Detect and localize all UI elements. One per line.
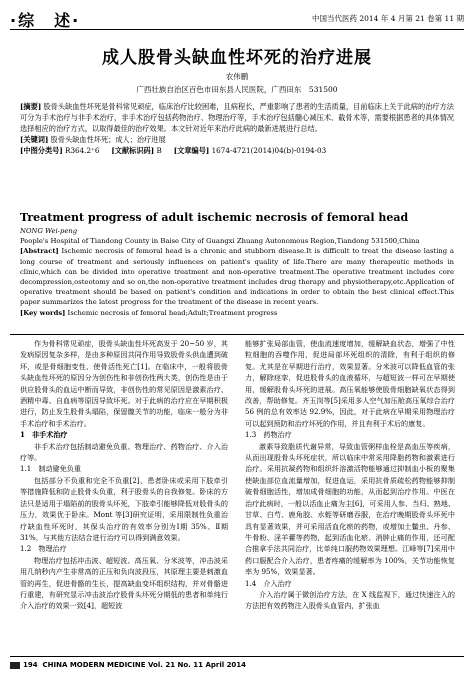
classification-line — [20, 145, 454, 156]
doc-code-label: [文献标识码] — [111, 146, 155, 155]
abstract-en — [20, 246, 454, 307]
footer-journal: CHINA MODERN MEDICINE Vol. 21 No. 11 April 2014 — [42, 661, 247, 669]
clc-label: [中图分类号] — [20, 146, 63, 155]
body-paragraph: 物理治疗包括冲击波、超短波、高压氧、分米波等，冲击波采用几纳秒内产生非常高的正压和负向波段压，其原理主要是刺激血管的再生，促进骨骼的生长，提高缺血变坏组织结构，并对骨骼进行重建，有研究显示冲击波治疗股骨头坏死分期低的患者和单纯行介入治疗的效果一致[4]，超短波 — [20, 555, 228, 611]
body-left-column — [20, 338, 228, 612]
footer — [10, 661, 246, 669]
journal-logo-icon — [10, 662, 20, 669]
body-paragraph: 作为骨科常见顽症，股骨头缺血性坏死高发于 20~50 岁，其发病原因复杂多样，是由多种原因共同作用导致股骨头供血遭到破坏，或是骨细胞变性、使骨活性死亡[1]。在临床中，一般将股骨头缺血性坏死的原因分为创伤性和非创伤性两大类，创伤性是由于供应股骨头的血运中断而导致，非创伤性的常见原因是激素治疗、酒精中毒、自血病等原因导致坏死。对于此病的治疗应在早期积极进行，防止发生股骨头塌陷，保留髋关节的功能，临床一般分为非手术治疗和手术治疗。 — [20, 339, 228, 428]
author-en: NONG Wei-peng — [20, 227, 78, 235]
keywords-en-text: Ischemic necrosis of femoral head;Adult;Treatment progress — [67, 308, 278, 317]
abstract-rule — [10, 334, 464, 335]
article-title-en: Treatment progress of adult ischemic necrosis of femoral head — [20, 211, 409, 224]
keywords-en — [20, 308, 454, 318]
article-title-cn: 成人股骨头缺血性坏死的治疗进展 — [102, 48, 372, 68]
body-paragraph: 介入治疗属于微创治疗方法，在 X 线监视下，通过快速注入的方法把有效药物注入股骨头血管内，扩张血 — [245, 589, 455, 611]
section-label: ·综 述· — [10, 11, 81, 30]
body-paragraph: 非手术治疗包括制动避免负重、物理治疗、药物治疗、介入治疗等。 — [20, 441, 228, 463]
page-number: 194 — [23, 661, 38, 669]
abstract-en-block — [20, 226, 454, 318]
doc-code-value: B — [156, 146, 162, 155]
body-paragraph: 包括部分不负重和完全不负重[2]，患者卧床或采用下肢牵引等措施降低和防止股骨头负重，利于股骨头的自我修复。卧床的方法只是适用于塌陷前的股骨头坏死，下肢牵引能够降低对股骨头的压力，效果优于卧床。Mont 等[3]研究证明，采用限制性负重治疗缺血性坏死时，其保头治疗的有效率分别为Ⅰ期 35%、Ⅱ期 31%，与其他方法结合进行治疗可以得到满意效果。 — [20, 475, 228, 542]
header-rule — [10, 29, 464, 30]
article-id-value: 1674-4721(2014)04(b)-0194-03 — [211, 146, 327, 155]
keywords-cn-label: [关键词] — [20, 135, 49, 144]
abstract-cn — [20, 101, 454, 134]
keywords-cn — [20, 134, 454, 145]
author-cn: 农伟鹏 — [225, 72, 249, 81]
keywords-en-label: [Key words] — [20, 308, 66, 317]
subsection-heading: 1.2 物理治疗 — [20, 544, 67, 554]
section-heading: 1 非手术治疗 — [20, 430, 68, 440]
keywords-cn-text: 股骨头缺血性坏死；成人；治疗进展 — [50, 135, 166, 144]
body-right-column — [245, 338, 455, 612]
affiliation-en: People's Hospital of Tiandong County in Baise City of Guangxi Zhuang Autonomous Region,Tiandong 531500,China — [20, 237, 420, 246]
journal-header-line: 中国当代医药 2014 年 4 月第 21 卷第 11 期 — [311, 14, 464, 23]
body-paragraph: 激素导致脂质代谢异常，导致血管粥样血栓是高血压等疾病，从而出现股骨头坏死症状，所以临床中常采用降脂药物和激素进行治疗。采用抗凝药物和组织纤溶激活物能够通过抑制血小板的聚集使缺血部位血流量增加，促进血运，采用抗骨质疏松药物能够抑制破骨细胞活性，增加成骨细胞的功能，从而起到治疗作用。中医在治疗此病时，一般以活血止痛为主[6]，可采用人参、当归、熟地、甘草、白芍、鹿角胶、水蛭等研磨吞服，在治疗晚期股骨头坏死中具有显著效果，并可采用活血化瘀的药物，或增加土鳖虫、丹参、牛骨粉、淫羊藿等药物，起到活血化瘀、消肿止痛的作用，还可配合推拿手法共同治疗，比单纯口服药物效果理想。江峰等[7]采用中药口服配合介入治疗，患者疼痛的缓解率为 100%，关节功能恢复率为 95%，效果显著。 — [245, 441, 455, 577]
abstract-cn-block — [20, 101, 454, 156]
clc-value: R364.2⁺6 — [65, 146, 100, 155]
affiliation-cn: 广西壮族自治区百色市田东县人民医院，广西田东 531500 — [136, 85, 338, 94]
subsection-heading: 1.1 制动避免负重 — [20, 464, 81, 474]
abstract-cn-label: [摘要] — [20, 102, 42, 111]
subsection-heading: 1.4 介入治疗 — [245, 578, 292, 588]
abstract-en-label: [Abstract] — [20, 247, 59, 256]
subsection-heading: 1.3 药物治疗 — [245, 430, 292, 440]
footer-rule — [10, 656, 464, 657]
abstract-en-text: Ischemic necrosis of femoral head is a chronic and stubborn disease.It is difficult to treat the disease lasting a long course of treatment and seriously influences on patient's quality of life.There are many therapeutic methods in clinic,which can be divided into operative treatment and non-operative treatment.The operative treatment includes core decompression,osteotomy and so on,the non-operative treatment includes drug therapy and physiotherapy,etc.Application of operative treatment should be based on patient's condition and indications in order to obtain the best clinical effect.This paper summarizes the latest progress for the treatment of the disease in recent years. — [20, 247, 454, 307]
body-paragraph: 能够扩张局部血管，使血流速度增加，缓解缺血状态，增强了中性粒细胞的吞噬作用，促进局部坏死组织的清除，有利于组织的修复。尤其是在早期进行治疗，效果显著。分米波可以降低血管的张力，解除痉挛，促进股骨头的血液循环，与超短波一样可在早期使用，缓解股骨头坏死的进展。高压氧能够使股骨细胞缺氧状态得到改善，帮助修复。齐玉岗等[5]采用多人空气加压舱高压氧综合治疗 56 例的总有效率达 92.9%，因此，对于此病在早期采用物理治疗可以起到预防和治疗坏死的作用，并且有利于术后的康复。 — [245, 339, 455, 428]
article-id-label: [文章编号] — [173, 146, 210, 155]
abstract-cn-text: 股骨头缺血性坏死是骨科常见顽症，临床治疗比较困难，且病程长，严重影响了患者的生活质量，目前临床上关于此病的治疗方法可分为手术治疗与非手术治疗，非手术治疗包括药物治疗、物理治疗等，手术治疗包括髓心减压术、截骨术等，需要根据患者的具体情况选择相应的治疗方式，以取得最佳的治疗效果。本文针对近年来治疗此病的最新进展进行总结。 — [20, 102, 454, 133]
